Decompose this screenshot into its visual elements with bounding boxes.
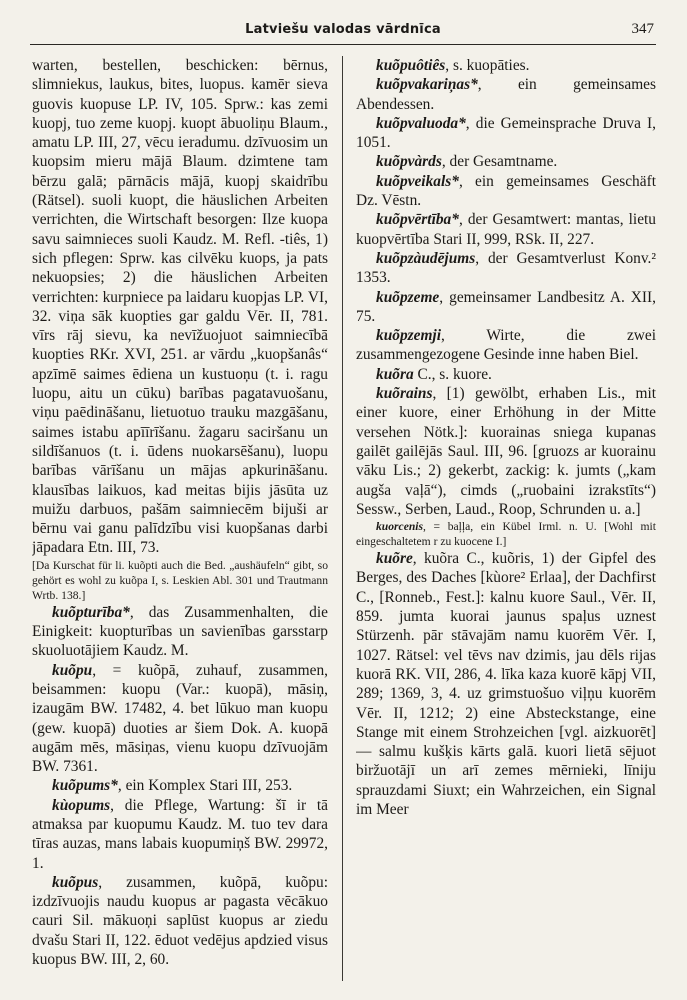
headword: kuõpturība*	[52, 603, 130, 621]
entry-body: C., s. kuore.	[413, 365, 492, 383]
headword: kuõrains	[376, 385, 433, 403]
headword: kuõpvērtība*	[376, 211, 459, 229]
dictionary-entry	[32, 603, 328, 661]
dictionary-entry	[356, 549, 656, 819]
headword: kuõpveikals*	[376, 172, 459, 190]
dictionary-entry	[356, 210, 656, 249]
dictionary-entry	[356, 519, 656, 549]
headword: kuõpu	[52, 661, 93, 679]
entry-body: , die Gemeinsprache Druva I, 1051.	[356, 114, 656, 152]
dictionary-entry	[356, 152, 656, 171]
headword: kuõpus	[52, 873, 99, 891]
entry-body: , der Gesamtname.	[441, 153, 558, 171]
headword: kuõpvàrds	[376, 153, 442, 171]
dictionary-entry	[356, 56, 656, 75]
entry-body: , [1) gewölbt, erhaben Lis., mit einer kuore, einer Erhöhung in der Mitte versehen Nötk.]: kuorainas sniega kupanas gailēt gailējās Saul. III, 96. [gruozs ar kuorainu vāku Lis.; 2) gekerbt, zackig: k. jumts („kam augša vaļā“), cimds („ruobaini izrakstīts“) Sessw., Serben, Laud., Roop, Schrunden u. a.]	[356, 385, 656, 518]
headword: kuõra	[376, 365, 414, 383]
entry-body: , das Zusammenhalten, die Einigkeit: kuopturības un savienības garsstarp skuoluotājiem Kaudz. M.	[32, 603, 328, 660]
headword: kuõpuôtiês	[376, 57, 446, 74]
entry-body: , ein gemeinsames Geschäft Dz. Vēstn.	[356, 172, 656, 210]
entry-body: , s. kuopāties.	[445, 57, 530, 74]
entry-body: , Wirte, die zwei zusammengezogene Gesinde inne haben Biel.	[356, 327, 656, 364]
dictionary-entry	[32, 796, 328, 873]
right-column	[356, 56, 656, 986]
headword: kuõre	[376, 550, 413, 568]
headword: kuõpums*	[52, 777, 118, 795]
headword: kuõpzeme	[376, 288, 440, 306]
left-column	[32, 56, 328, 986]
entry-body: , = baļļa, ein Kübel Irml. n. U. [Wohl mit eingeschaltetem r zu kuocene I.]	[356, 520, 656, 549]
dictionary-entry	[356, 75, 656, 114]
headword: kuorcenis	[376, 520, 424, 534]
entry-body: , = kuõpā, zuhauf, zusammen, beisammen: kuopu (Var.: kuopā), māsiņ, izaugām BW. 17482, 4. bet lūkuo man kuopu (gew. kuopā) duoties ar šiem Dok. A. kuopā augām mēs, māsiņas, vienu kuopu dzīvuojām BW. 7361.	[32, 661, 328, 776]
headword: kuõpvaluoda*	[376, 114, 466, 132]
column-divider	[342, 56, 343, 981]
dictionary-entry	[32, 776, 328, 795]
entry-body: , ein Komplex Stari III, 253.	[117, 777, 293, 795]
dictionary-entry	[32, 661, 328, 777]
entry-body: , der Gesamtverlust Konv.² 1353.	[356, 249, 656, 287]
headword: kuõpzàudējums	[376, 249, 476, 267]
dictionary-entry	[356, 249, 656, 288]
dictionary-entry	[32, 873, 328, 969]
etymology-note: [Da Kurschat für li. kuõpti auch die Bed. „aushäufeln“ gibt, so gehört es wohl zu kuõpa I, s. Leskien Abl. 301 und Trautmann Wrtb. 138.]	[32, 558, 328, 602]
entry-body: , zusammen, kuõpā, kuõpu: izdzīvuojis naudu kuopus ar pagasta vēcākuo cauri Sil. mākuoņi saplūst kuopus ar ziedu dvašu Stari II, 122. ēduot vedējus apdzied visus kuopus BW. III, 2, 60.	[32, 873, 328, 969]
entry-body: , kuõra C., kuõris, 1) der Gipfel des Berges, des Daches [kùore² Erlaa], der Dachfirst C., [Ronneb., Fest.]: kalnu kuore Saul., Vēr. II, 859. jumta kuorai jaunus spaļus uznest Stürzenh. pār stāvajām namu kuorēm Vēr. I, 1027. Rätsel: vel tēvs nav dzimis, jau dēls rijas kuorā RK. VII, 286, 4. līka kaza kuorē kāpj VII, 289; 1369, 3, 4. uz grimstuošuo viļņu kuorēm Vēr. II, 1212; 2) eine Absteckstange, eine Stange mit einem Strohzeichen [vgl. aizkuorēt] — salmu kušķis kārts galā. kuori lietā sējuot biržuotājī un arī zemes mērnieki, līniju sprauzdami Siuxt; ein Wahrzeichen, ein Signal im Meer	[356, 550, 656, 818]
headword: kuõpvakariņas*	[376, 76, 478, 94]
dictionary-entry	[356, 384, 656, 519]
continued-entry-text: warten, bestellen, beschicken: bērnus, slimniekus, laukus, bites, luopus. kamēr sieva guovis kuopuse LP. IV, 105. Sprw.: kas zemi kuopj, tuo zeme kuopj. kuopt ābuoliņu Blaum., amatu LP. III, 27, vēcu ieradumu. dzīvuosim un kuopsim mieru mājā Blaum. dzimtene tam bērzu galā; pārnācis mājā, kuopj skaidrību (Rätsel). suoli kuopt, die häuslichen Arbeiten verrichten, die Wirtschaft besorgen: Ilze kuopa savu saimnieces suoli Kaudz. M. Refl. -tiês, 1) sich pflegen: Sprw. kas cilvēku kuops, ja pats nekuopsies; 2) die häuslichen Arbeiten verrichten: kurpniece pa laidaru kuopjas LP. VI, 32. viņa sāk kuopties gar galdu Vēr. II, 781. vīrs rāj sievu, ka nevīžuojuot saimniecībā kuopties RKr. XVI, 251. ar vārdu „kuopšanâs“ apzīmē saimes ēdiena un kustuoņu (t. i. ragu luopu, aitu un cūku) barības pagatavuošanu, viņu paēdināšanu, lietuotuo trauku mazgāšanu, saimes istabu apīīrīšanu. žagaru saciršanu un sildīšanuos (t. i. ūdens nuokarsēšanu), luopu barības vārīšanu un mājas apkurināšanu. klausības laikuos, kad meitas bijis jāsūta uz muižu darbuos, pašām saimniecēm bijuši ar bērnu vai ganu palīdzību visi kuopšanas darbi jāpadara Etn. III, 73.	[32, 57, 328, 557]
entry-body: , die Pflege, Wartung: šī ir tā atmaksa par kuopumu Kaudz. M. tuo tev dara tīras auzas, mans labais kuopumiņš BW. 29972, 1.	[32, 796, 328, 872]
entry-body: , ein gemeinsames Abendessen.	[356, 76, 656, 113]
headword: kùopums	[52, 796, 111, 814]
dictionary-entry	[356, 114, 656, 153]
dictionary-entry	[356, 326, 656, 365]
page-header	[30, 14, 656, 45]
dictionary-entry	[356, 365, 656, 384]
dictionary-entry	[356, 172, 656, 211]
running-title: Latviešu valodas vārdnīca	[245, 22, 441, 37]
dictionary-entry	[356, 288, 656, 327]
headword: kuõpzemji	[376, 327, 441, 345]
entry-body: , der Gesamtwert: mantas, lietu kuopvērtība Stari II, 999, RSk. II, 227.	[356, 211, 656, 248]
page-number: 347	[631, 21, 654, 37]
entry-body: , gemeinsamer Landbesitz A. XII, 75.	[356, 288, 656, 325]
